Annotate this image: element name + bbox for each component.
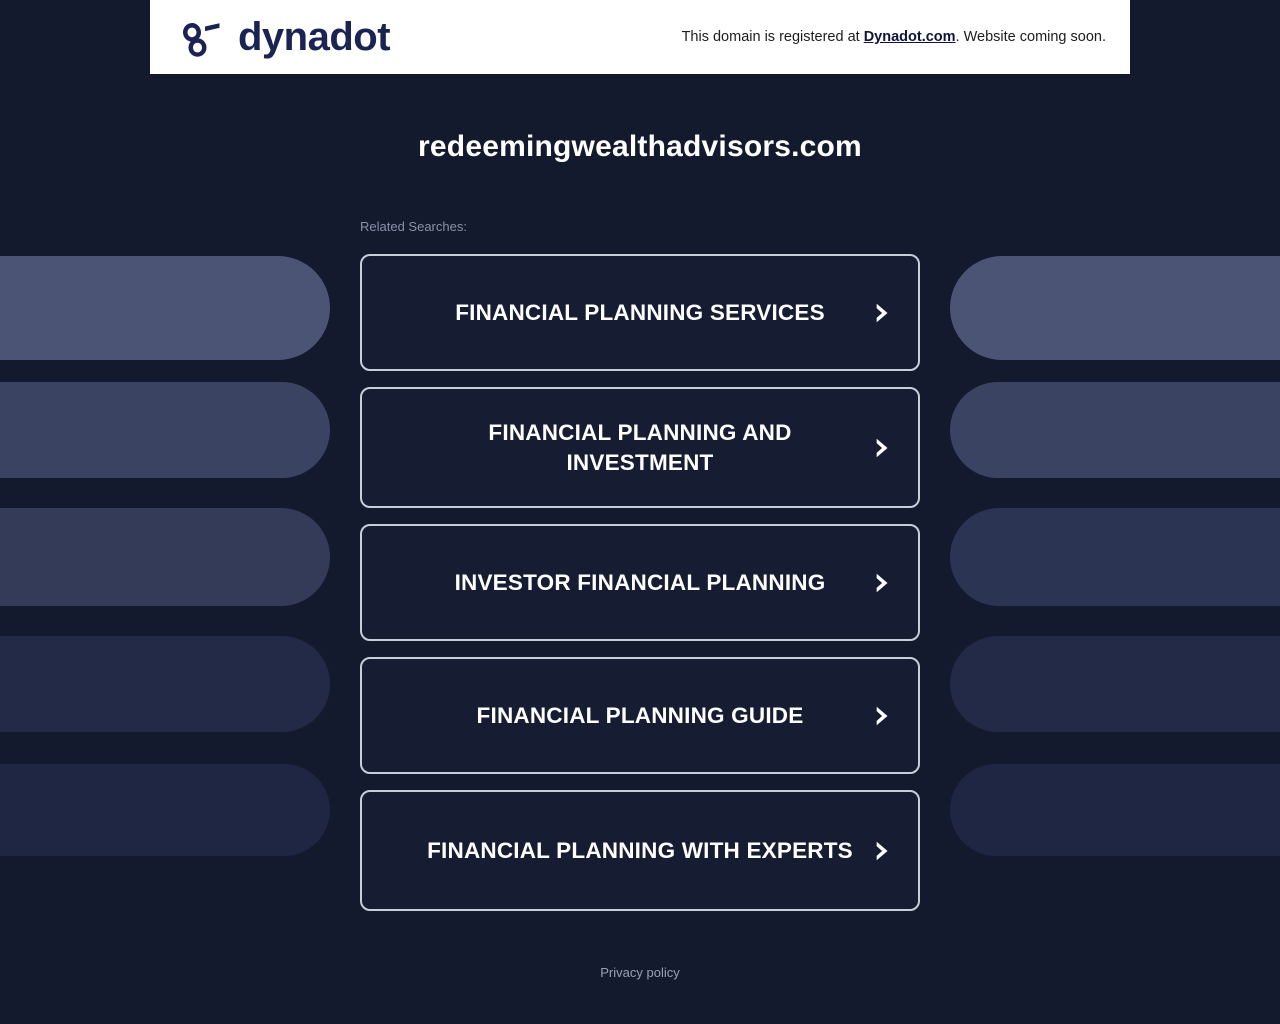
- related-search-link[interactable]: [360, 524, 920, 641]
- related-search-link[interactable]: [360, 657, 920, 774]
- related-searches-label: Related Searches:: [360, 219, 467, 234]
- dynadot-logo-icon: [178, 13, 226, 61]
- related-search-label: INVESTOR FINANCIAL PLANNING: [454, 569, 826, 595]
- dynadot-link[interactable]: Dynadot.com: [863, 29, 956, 45]
- notice-prefix: This domain is registered at: [681, 29, 864, 45]
- chevron-right-icon: [868, 570, 894, 596]
- notice-suffix: . Website coming soon.: [955, 29, 1106, 45]
- related-search-link[interactable]: [360, 790, 920, 911]
- page-title: redeemingwealthadvisors.com: [418, 130, 862, 163]
- chevron-right-icon: [868, 300, 894, 326]
- site-header: [150, 0, 1130, 74]
- related-search-link[interactable]: [360, 387, 920, 508]
- related-search-label: FINANCIAL PLANNING WITH EXPERTS: [427, 837, 853, 863]
- related-search-label: FINANCIAL PLANNING AND INVESTMENT: [488, 419, 792, 475]
- related-search-label: FINANCIAL PLANNING GUIDE: [476, 702, 804, 728]
- registration-notice: [682, 29, 1112, 45]
- brand-name: dynadot: [238, 15, 391, 59]
- main-content: [0, 74, 1280, 1024]
- chevron-right-icon: [868, 435, 894, 461]
- chevron-right-icon: [868, 838, 894, 864]
- related-search-list: [360, 254, 920, 927]
- related-search-link[interactable]: [360, 254, 920, 371]
- related-search-label: FINANCIAL PLANNING SERVICES: [455, 299, 825, 325]
- brand[interactable]: [178, 13, 390, 61]
- privacy-policy-link[interactable]: Privacy policy: [600, 965, 680, 980]
- chevron-right-icon: [868, 703, 894, 729]
- footer: [0, 964, 1280, 982]
